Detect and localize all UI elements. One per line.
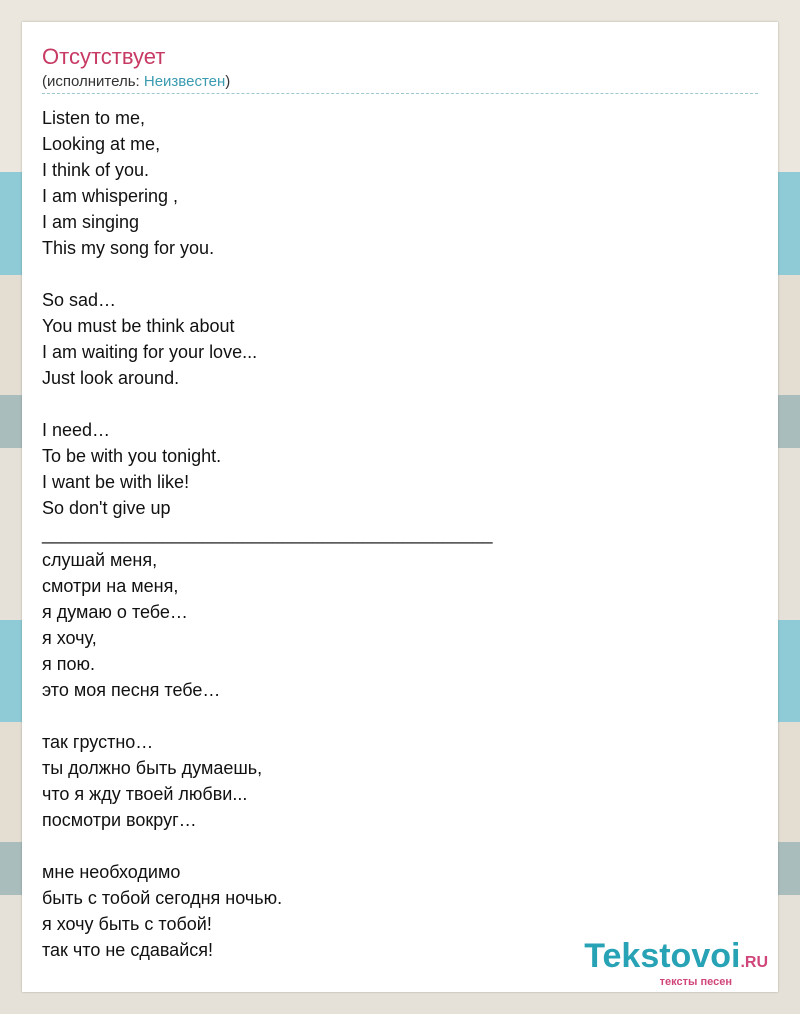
lyric-line: это моя песня тебе… (42, 680, 221, 700)
lyric-line: I want be with like! (42, 472, 190, 492)
logo-main-text: Tekstovoi (584, 937, 741, 975)
lyric-line: I am waiting for your love... (42, 342, 258, 362)
lyrics-text (42, 105, 742, 963)
lyric-line: так грустно… (42, 732, 154, 752)
lyric-line: смотри на меня, (42, 576, 179, 596)
lyric-blank-line (42, 391, 742, 417)
lyric-line: я думаю о тебе… (42, 602, 188, 622)
lyric-line: посмотри вокруг… (42, 810, 197, 830)
lyric-line: я хочу, (42, 628, 97, 648)
lyric-line: To be with you tonight. (42, 446, 222, 466)
song-title: Отсутствует (42, 44, 166, 69)
lyric-line: I need… (42, 420, 111, 440)
lyric-line: You must be think about (42, 316, 235, 336)
lyric-line: я хочу быть с тобой! (42, 914, 212, 934)
performer-line (42, 73, 758, 94)
lyric-line: I think of you. (42, 160, 150, 180)
lyric-line: Looking at me, (42, 134, 161, 154)
logo-tagline: тексты песен (659, 976, 732, 988)
lyric-blank-line (42, 833, 742, 859)
lyric-line: быть с тобой сегодня ночью. (42, 888, 283, 908)
lyric-line: Listen to me, (42, 108, 146, 128)
lyric-line: So sad… (42, 290, 117, 310)
lyric-blank-line (42, 703, 742, 729)
performer-link[interactable]: Неизвестен (143, 73, 226, 90)
performer-prefix: (исполнитель: (42, 73, 144, 90)
lyric-line: мне необходимо (42, 862, 181, 882)
site-logo[interactable] (584, 939, 768, 988)
lyrics-card (22, 22, 778, 992)
lyric-line: что я жду твоей любви... (42, 784, 248, 804)
lyric-line: Just look around. (42, 368, 180, 388)
lyric-line: так что не сдавайся! (42, 940, 213, 960)
lyric-line: So don't give up (42, 498, 171, 518)
lyric-line: _____________________________________________ (42, 524, 493, 544)
logo-wordmark (584, 939, 768, 980)
lyric-line: This my song for you. (42, 238, 215, 258)
lyric-line: I am whispering , (42, 186, 179, 206)
lyric-blank-line (42, 261, 742, 287)
lyric-line: слушай меня, (42, 550, 158, 570)
lyric-line: ты должно быть думаешь, (42, 758, 263, 778)
logo-domain: .RU (740, 954, 768, 971)
performer-suffix: ) (225, 73, 231, 90)
lyric-line: I am singing (42, 212, 140, 232)
lyric-line: я пою. (42, 654, 96, 674)
